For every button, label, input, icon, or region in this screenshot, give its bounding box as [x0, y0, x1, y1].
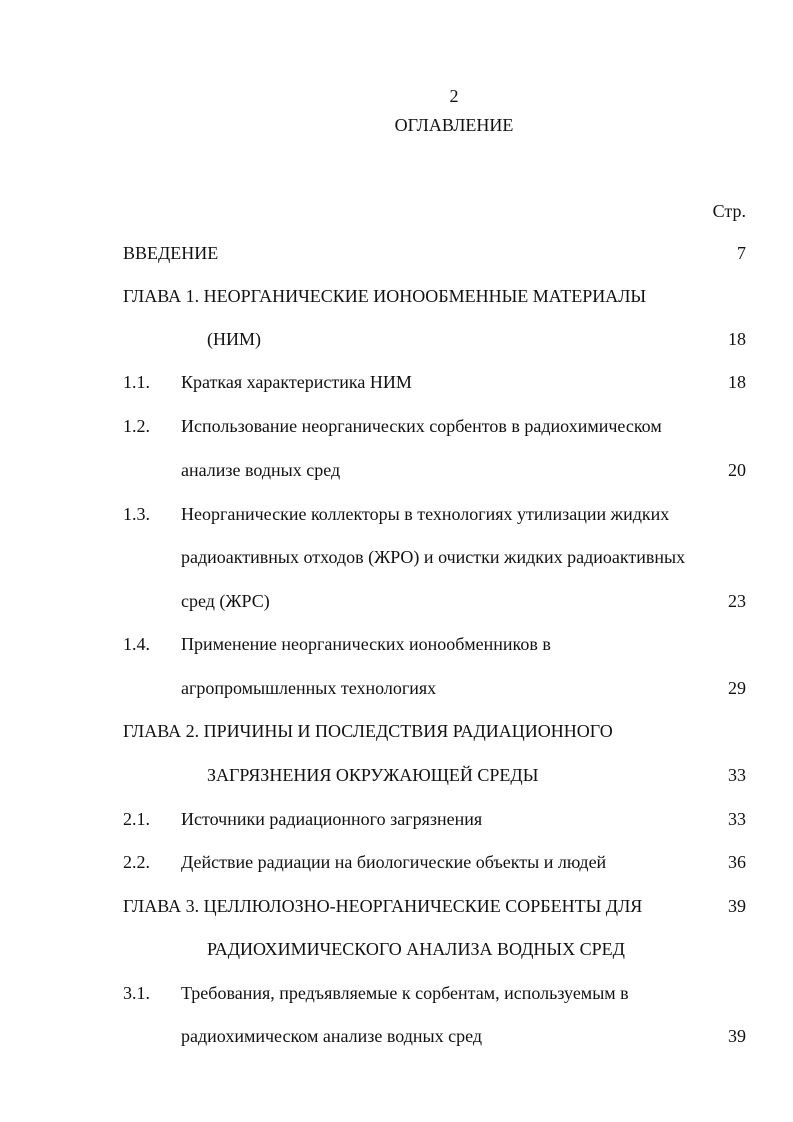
toc-section-2-2-page: 36 — [728, 852, 746, 872]
toc-section-1-4-page: 29 — [728, 678, 746, 698]
toc-chapter-1-title-cont: (НИМ) — [207, 329, 261, 349]
toc-section-1-3-number: 1.3. — [123, 504, 150, 524]
toc-section-1-4-title-cont: агропромышленных технологиях — [181, 678, 437, 698]
toc-section-1-4-number: 1.4. — [123, 634, 150, 654]
page-title: ОГЛАВЛЕНИЕ — [394, 115, 514, 135]
toc-section-1-2-page: 20 — [728, 460, 746, 480]
toc-chapter-3-page: 39 — [728, 896, 746, 916]
toc-section-1-2-title: Использование неорганических сорбентов в радиохимическом — [181, 416, 662, 436]
toc-chapter-3-title: ГЛАВА 3. ЦЕЛЛЮЛОЗНО-НЕОРГАНИЧЕСКИЕ СОРБЕНТЫ ДЛЯ — [123, 896, 643, 916]
toc-section-1-1-number: 1.1. — [123, 372, 150, 392]
toc-section-1-3-title: Неорганические коллекторы в технологиях утилизации жидких — [181, 504, 670, 524]
toc-chapter-1-title: ГЛАВА 1. НЕОРГАНИЧЕСКИЕ ИОНООБМЕННЫЕ МАТЕРИАЛЫ — [123, 286, 647, 306]
toc-intro-title: ВВЕДЕНИЕ — [123, 243, 219, 263]
toc-chapter-2-title-cont: ЗАГРЯЗНЕНИЯ ОКРУЖАЮЩЕЙ СРЕДЫ — [207, 765, 539, 785]
toc-section-2-1-page: 33 — [728, 809, 746, 829]
toc-section-1-1-title: Краткая характеристика НИМ — [181, 372, 412, 392]
toc-section-1-3-title-cont: радиоактивных отходов (ЖРО) и очистки жидких радиоактивных — [181, 547, 686, 567]
toc-section-3-1-page: 39 — [728, 1026, 746, 1046]
toc-section-2-2-number: 2.2. — [123, 852, 150, 872]
toc-section-3-1-number: 3.1. — [123, 983, 150, 1003]
page-column-header: Стр. — [712, 201, 746, 221]
toc-chapter-2-page: 33 — [728, 765, 746, 785]
toc-section-2-2-title: Действие радиации на биологические объекты и людей — [181, 852, 607, 872]
toc-section-1-2-title-cont: анализе водных сред — [181, 460, 341, 480]
toc-intro-page: 7 — [737, 243, 746, 263]
page-number: 2 — [449, 86, 459, 106]
toc-section-3-1-title-cont: радиохимическом анализе водных сред — [181, 1026, 482, 1046]
toc-section-2-1-title: Источники радиационного загрязнения — [181, 809, 483, 829]
toc-section-2-1-number: 2.1. — [123, 809, 150, 829]
toc-chapter-3-title-cont: РАДИОХИМИЧЕСКОГО АНАЛИЗА ВОДНЫХ СРЕД — [207, 939, 625, 959]
toc-chapter-2-title: ГЛАВА 2. ПРИЧИНЫ И ПОСЛЕДСТВИЯ РАДИАЦИОННОГО — [123, 721, 613, 741]
toc-section-1-4-title: Применение неорганических ионообменников в — [181, 634, 551, 654]
toc-section-3-1-title: Требования, предъявляемые к сорбентам, используемым в — [181, 983, 629, 1003]
toc-chapter-1-page: 18 — [728, 329, 746, 349]
toc-section-1-1-page: 18 — [728, 372, 746, 392]
toc-section-1-3-title-cont-2: сред (ЖРС) — [181, 591, 270, 611]
toc-section-1-2-number: 1.2. — [123, 416, 150, 436]
toc-section-1-3-page: 23 — [728, 591, 746, 611]
